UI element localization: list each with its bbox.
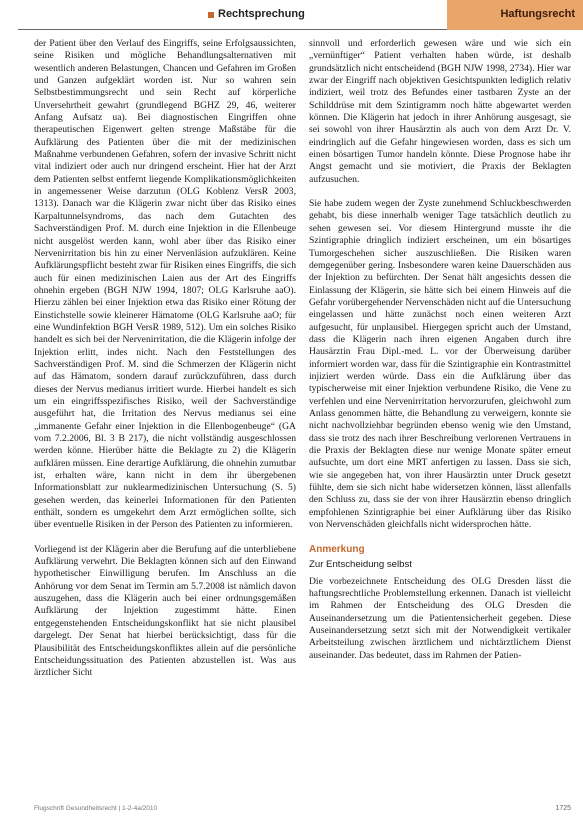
body-paragraph: sinnvoll und erforderlich gewesen wäre und wie sich ein „vernünftiger“ Patient verhalten haben würde, ist deshalb grundsätzlich nicht entscheidend (BGH NJW 1998, 2734). Hier war zwar der Eingriff nach objektiven Gesichtspunkten lediglich relativ indiziert, weil trotz des Befundes einer tastbaren Zyste an der Schilddrüse mit dem Szintigramm noch hätte abgewartet werden können. Die Klägerin hat jedoch in ihrer Anhörung ausgesagt, sie sei sowohl von ihrer Hausärztin als auch von dem Arzt Dr. V. eindringlich auf die Gefahr hingewiesen worden, dass es sich um einen bösartigen Tumor handeln könnte. Diese Prognose habe ihr Angst gemacht und sie motiviert, die Praxis der Beklagten aufzusuchen. <box>309 38 571 185</box>
page-header <box>0 0 583 30</box>
section-marker-icon <box>208 12 214 18</box>
body-paragraph: Vorliegend ist der Klägerin aber die Berufung auf die unterbliebene Aufklärung verwehrt. Die Beklagten können sich auf den Einwand hypothetischer Einwilligung berufen. Im Anschluss an die Anhörung vor dem Senat im Termin am 5.7.2008 ist nämlich davon auszugehen, dass die Klägerin auch bei einer ordnungsgemäßen Aufklärung der Injektion zugestimmt hätte. Einen entgegenstehenden Entscheidungskonflikt hat sie nicht plausibel dargelegt. Der Senat hat hierbei berücksichtigt, dass für die Plausibilität des Entscheidungskonfliktes allein auf die persönliche Entscheidungssituation des Patienten abzustellen ist. Was aus ärztlicher Sicht <box>34 543 296 679</box>
body-paragraph: der Patient über den Verlauf des Eingriffs, seine Erfolgsaussichten, seine Risiken und mögliche Behandlungsalternativen mit wesentlich anderen Belastungen, Chancen und Gefahren im Großen und Ganzen aufgeklärt worden ist. Nur so wahren sein Selbstbestimmungsrecht und sein Recht auf körperliche Unversehrtheit gewahrt (grundlegend BGHZ 29, 46, weiterer Anfang Aufsatz ua). Bei diagnostischen Eingriffen ohne therapeutischen Eigenwert gelten strenge Maßstäbe für die Aufklärung des Patienten über die mit der medizinischen Maßnahme verbundenen Gefahren, sofern der invasive Schritt nicht vital indiziert oder auch nur dringend erscheint. Hier hat der Arzt dem Patienten selbst entfernt liegende Komplikationsmöglichkeiten in angemessener Weise darzutun (OLG Koblenz VersR 2003, 1313). Danach war die Klägerin zwar nicht über das Risiko eines Karpaltunnelsyndroms, das nach dem Gutachten des Sachverständigen Prof. M. durch eine Injektion in die Ellenbeuge nicht ausgelöst werden kann, wohl aber über das Risiko einer Nervenirritation bis hin zu einer Nervenläsion aufzuklären. Keine Aufklärungspflicht besteht zwar für Risiken eines Eingriffs, die sich auch für einen medizinischen Laien aus der Art des Eingriffs ohnehin ergeben (BGH NJW 1994, 1807; OLG Karlsruhe aaO). Hierzu zählen bei einer Injektion etwa das Risiko einer Rötung der Einstichstelle sowie kleinerer Hämatome (OLG Karlsruhe aaO; für eine Wundinfektion BGH VersR 1989, 512). Um ein solches Risiko handelt es sich bei der Nervenirritation, die die Klägerin infolge der Injektion erlitt, indes nicht. Nach den Feststellungen des Sachverständigen Prof. M. sind die Schmerzen der Klägerin nicht auf das Hämatom, sondern darauf zurückzuführen, dass durch dieses der Nervus medianus irritiert wurde. Hierbei handelt es sich um ein eingriffsspezifisches Risiko, weil der Sachverständige ausgeführt hat, die Irritation des Nervus medianus sei eine „immanente Gefahr einer Injektion in die Ellenbogenbeuge“ (GA vom 7.2.2006, Bl. 3 B 217), die nicht vollständig ausgeschlossen werden könne. Hierüber hätte die Beklagte zu 2) die Klägerin aufklären müssen. Eine derartige Aufklärung, die ohnehin zumutbar ist, erhalten wäre, kann nicht in dem ihr übergebenen Informationsblatt zur nuklearmedizinischen Untersuchung (S. 5) gesehen werden, das keinerlei Informationen für den Patienten enthält, sondern es umgekehrt dem Arzt ermöglichen sollte, sich über eventuelle Risiken in der Person des Patienten zu informieren. <box>34 38 296 531</box>
category-tab <box>447 0 583 30</box>
footer-source: Flugschrift Gesundheitsrecht | 1-2-4a/2010 <box>34 805 158 812</box>
section-label: Rechtsprechung <box>218 8 305 20</box>
annotation-paragraph: Die vorbezeichnete Entscheidung des OLG Dresden lässt die haftungsrechtliche Problemstellung erkennen. Danach ist vielleicht im Rahmen der Entscheidung des OLG Dresden die Auseinandersetzung um die Patientensicherheit gegeben. Diese Auseinandersetzung setzt sich mit der Notwendigkeit vertikaler Arbeitsteilung zwischen ärztlichem und nichtärztlichem Dienst auseinander. Das bedeutet, dass im Rahmen der Patien- <box>309 575 571 661</box>
header-rule <box>18 29 447 30</box>
category-tab-label: Haftungsrecht <box>500 8 575 20</box>
right-column <box>309 38 571 790</box>
annotation-subheading: Zur Entscheidung selbst <box>309 559 412 571</box>
left-column <box>34 38 296 790</box>
body-paragraph: Sie habe zudem wegen der Zyste zunehmend Schluckbeschwerden gehabt, bis diese innerhalb weniger Tage tatsächlich deutlich zu sehen gewesen sei. Vor diesem Hintergrund musste ihr die Szintigraphie dringlich indiziert erscheinen, um ein bösartiges Tumorgeschehen sicher auszuschließen. Die Risiken waren demgegenüber gering. Insbesondere waren keine Dauerschäden aus der Injektion zu befürchten. Der Senat hält angesichts dessen die Einlassung der Klägerin, sie hätte sich bei einem Hinweis auf die Gefahr vorübergehender Nervenschäden nicht auf die Untersuchung eingelassen und hätte zunächst noch einen weiteren Arzt aufgesucht, für unplausibel. Hiergegen spricht auch der Umstand, dass die Klägerin nach ihren eigenen Angaben durch ihre Hausärztin Frau Dipl.-med. L. vor der Überweisung darüber informiert worden war, dass für die Szintigraphie ein Kontrastmittel injiziert werden würde. Dass ein die Aufklärung über das typischerweise mit einer Injektion verbundene Risiko, die Vene zu verfehlen und eine Nervenirritation hervorzurufen, gleichwohl zum Anlass genommen hätte, die Behandlung zu verweigern, konnte sie nicht nachvollziehbar begründen ebenso wenig wie den Umstand, dass sie trotz des nach ihrer Beschreibung verlorenen Vertrauens in die Praxis der Beklagten diese nur wenige Monate später erneut aufsuchte, um dort eine MRT anfertigen zu lassen. Dass sie sich, wie sie angegeben hat, von ihrer Hausärztin unter Druck gesetzt fühlte, dem sie sich nicht habe widersetzen können, lässt allenfalls den Schluss zu, dass sie der von ihrer Hausärztin ebenso dringlich empfohlenen Szintigraphie bei einer Aufklärung über das Risiko von Nervenschäden gleichfalls nicht widersprochen hätte. <box>309 198 571 531</box>
annotation-heading: Anmerkung <box>309 544 365 556</box>
page-number: 1725 <box>555 805 571 812</box>
